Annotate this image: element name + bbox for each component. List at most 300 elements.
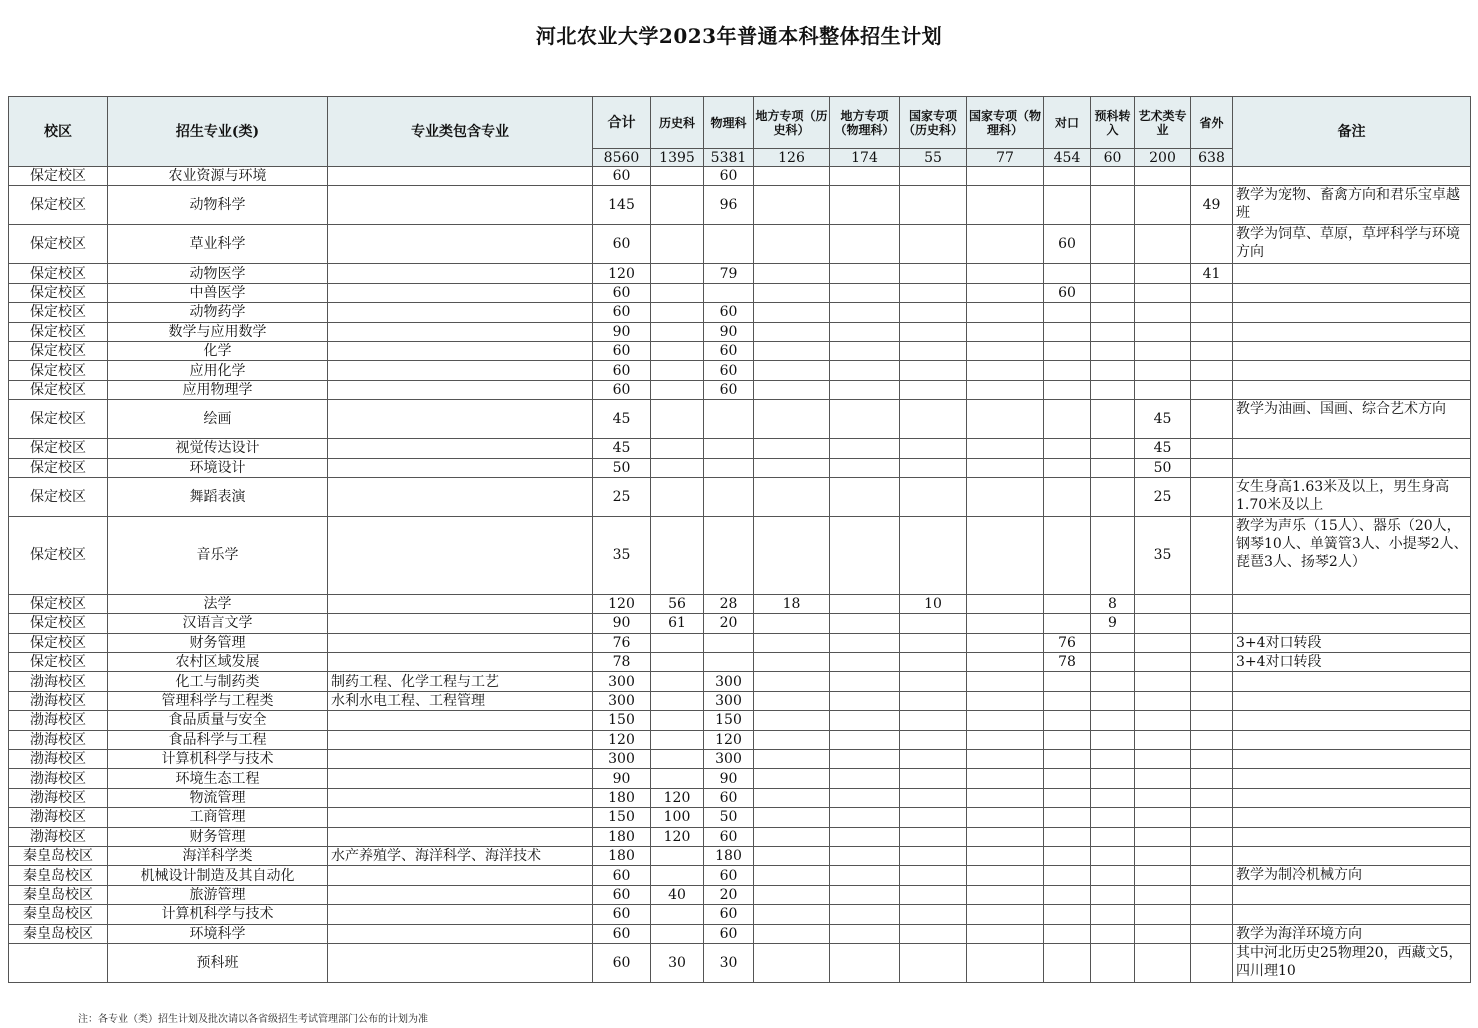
table-row bbox=[9, 380, 1471, 399]
cell-local-phys bbox=[830, 400, 900, 439]
cell-campus: 渤海校区 bbox=[9, 691, 108, 710]
cell-campus: 保定校区 bbox=[9, 614, 108, 633]
cell-national-phys bbox=[967, 167, 1044, 186]
cell-includes: 制药工程、化学工程与工艺 bbox=[328, 672, 593, 691]
cell-physics: 150 bbox=[704, 711, 754, 730]
cell-history bbox=[651, 477, 704, 516]
cell-major: 预科班 bbox=[108, 943, 328, 982]
cell-local-hist bbox=[754, 653, 830, 672]
cell-yuke bbox=[1091, 788, 1135, 807]
cell-total: 90 bbox=[593, 322, 651, 341]
cell-campus: 秦皇岛校区 bbox=[9, 885, 108, 904]
cell-local-phys bbox=[830, 905, 900, 924]
total-national-phys: 77 bbox=[967, 149, 1044, 167]
cell-national-hist bbox=[900, 846, 967, 865]
table-row bbox=[9, 400, 1471, 439]
cell-campus: 保定校区 bbox=[9, 477, 108, 516]
cell-physics: 28 bbox=[704, 594, 754, 613]
cell-total: 145 bbox=[593, 186, 651, 225]
cell-art: 35 bbox=[1135, 516, 1191, 594]
cell-remarks bbox=[1233, 769, 1471, 788]
cell-art bbox=[1135, 711, 1191, 730]
cell-national-hist bbox=[900, 516, 967, 594]
cell-duikou bbox=[1044, 808, 1091, 827]
cell-local-phys bbox=[830, 167, 900, 186]
cell-outside bbox=[1191, 905, 1233, 924]
header-local-hist: 地方专项（历史科） bbox=[754, 97, 830, 149]
cell-yuke bbox=[1091, 516, 1135, 594]
cell-local-phys bbox=[830, 283, 900, 302]
cell-duikou bbox=[1044, 924, 1091, 943]
cell-yuke bbox=[1091, 653, 1135, 672]
cell-history bbox=[651, 924, 704, 943]
cell-national-phys bbox=[967, 264, 1044, 283]
cell-total: 90 bbox=[593, 614, 651, 633]
cell-local-hist bbox=[754, 380, 830, 399]
cell-art bbox=[1135, 653, 1191, 672]
cell-includes bbox=[328, 439, 593, 458]
cell-yuke bbox=[1091, 672, 1135, 691]
cell-includes bbox=[328, 341, 593, 360]
cell-national-hist bbox=[900, 186, 967, 225]
cell-physics: 60 bbox=[704, 924, 754, 943]
header-history: 历史科 bbox=[651, 97, 704, 149]
cell-yuke bbox=[1091, 711, 1135, 730]
cell-includes: 水产养殖学、海洋科学、海洋技术 bbox=[328, 846, 593, 865]
page-title: 河北农业大学2023年普通本科整体招生计划 bbox=[535, 24, 943, 48]
cell-yuke: 9 bbox=[1091, 614, 1135, 633]
cell-duikou bbox=[1044, 594, 1091, 613]
cell-local-hist bbox=[754, 303, 830, 322]
cell-art bbox=[1135, 633, 1191, 652]
cell-includes bbox=[328, 924, 593, 943]
cell-local-phys bbox=[830, 846, 900, 865]
cell-art bbox=[1135, 905, 1191, 924]
cell-local-phys bbox=[830, 516, 900, 594]
cell-history bbox=[651, 322, 704, 341]
cell-remarks bbox=[1233, 341, 1471, 360]
cell-yuke bbox=[1091, 186, 1135, 225]
cell-local-phys bbox=[830, 225, 900, 264]
cell-history bbox=[651, 672, 704, 691]
cell-total: 60 bbox=[593, 380, 651, 399]
cell-national-hist bbox=[900, 614, 967, 633]
cell-local-phys bbox=[830, 769, 900, 788]
cell-national-phys bbox=[967, 905, 1044, 924]
cell-campus: 保定校区 bbox=[9, 400, 108, 439]
cell-remarks bbox=[1233, 905, 1471, 924]
cell-national-hist bbox=[900, 808, 967, 827]
cell-remarks bbox=[1233, 885, 1471, 904]
cell-history bbox=[651, 439, 704, 458]
cell-physics: 60 bbox=[704, 341, 754, 360]
cell-history bbox=[651, 167, 704, 186]
enrollment-table bbox=[8, 96, 1471, 983]
cell-major: 旅游管理 bbox=[108, 885, 328, 904]
cell-campus: 保定校区 bbox=[9, 439, 108, 458]
cell-campus: 秦皇岛校区 bbox=[9, 924, 108, 943]
cell-outside bbox=[1191, 303, 1233, 322]
cell-local-phys bbox=[830, 303, 900, 322]
cell-yuke bbox=[1091, 322, 1135, 341]
cell-remarks: 教学为饲草、草原，草坪科学与环境方向 bbox=[1233, 225, 1471, 264]
cell-includes bbox=[328, 885, 593, 904]
cell-art: 45 bbox=[1135, 400, 1191, 439]
cell-outside bbox=[1191, 846, 1233, 865]
cell-history bbox=[651, 866, 704, 885]
cell-national-hist bbox=[900, 711, 967, 730]
cell-art: 50 bbox=[1135, 458, 1191, 477]
cell-physics bbox=[704, 225, 754, 264]
cell-major: 财务管理 bbox=[108, 633, 328, 652]
cell-art: 45 bbox=[1135, 439, 1191, 458]
cell-duikou bbox=[1044, 322, 1091, 341]
header-local-phys: 地方专项（物理科） bbox=[830, 97, 900, 149]
table-row bbox=[9, 866, 1471, 885]
cell-campus: 渤海校区 bbox=[9, 769, 108, 788]
cell-national-hist bbox=[900, 283, 967, 302]
header-major: 招生专业(类) bbox=[108, 97, 328, 167]
cell-campus: 保定校区 bbox=[9, 303, 108, 322]
cell-physics bbox=[704, 283, 754, 302]
cell-history: 120 bbox=[651, 788, 704, 807]
cell-major: 农村区域发展 bbox=[108, 653, 328, 672]
cell-history bbox=[651, 186, 704, 225]
cell-art bbox=[1135, 672, 1191, 691]
table-row bbox=[9, 283, 1471, 302]
table-row bbox=[9, 516, 1471, 594]
cell-campus: 保定校区 bbox=[9, 322, 108, 341]
cell-duikou bbox=[1044, 341, 1091, 360]
cell-local-phys bbox=[830, 827, 900, 846]
cell-major: 草业科学 bbox=[108, 225, 328, 264]
cell-yuke bbox=[1091, 750, 1135, 769]
cell-physics: 79 bbox=[704, 264, 754, 283]
cell-art bbox=[1135, 225, 1191, 264]
cell-history: 120 bbox=[651, 827, 704, 846]
cell-includes bbox=[328, 477, 593, 516]
cell-local-phys bbox=[830, 808, 900, 827]
cell-remarks bbox=[1233, 691, 1471, 710]
cell-physics: 60 bbox=[704, 380, 754, 399]
cell-major: 财务管理 bbox=[108, 827, 328, 846]
cell-local-phys bbox=[830, 614, 900, 633]
cell-major: 机械设计制造及其自动化 bbox=[108, 866, 328, 885]
cell-yuke bbox=[1091, 769, 1135, 788]
cell-outside: 41 bbox=[1191, 264, 1233, 283]
cell-major: 环境生态工程 bbox=[108, 769, 328, 788]
cell-yuke bbox=[1091, 400, 1135, 439]
header-outside: 省外 bbox=[1191, 97, 1233, 149]
cell-yuke bbox=[1091, 341, 1135, 360]
cell-remarks bbox=[1233, 827, 1471, 846]
cell-national-hist bbox=[900, 750, 967, 769]
cell-total: 90 bbox=[593, 769, 651, 788]
total-duikou: 454 bbox=[1044, 149, 1091, 167]
cell-yuke bbox=[1091, 477, 1135, 516]
cell-history: 100 bbox=[651, 808, 704, 827]
table-row bbox=[9, 614, 1471, 633]
cell-total: 45 bbox=[593, 400, 651, 439]
cell-national-phys bbox=[967, 400, 1044, 439]
cell-total: 60 bbox=[593, 885, 651, 904]
cell-local-hist bbox=[754, 264, 830, 283]
cell-national-phys bbox=[967, 614, 1044, 633]
cell-history bbox=[651, 653, 704, 672]
cell-national-phys bbox=[967, 769, 1044, 788]
header-art: 艺术类专业 bbox=[1135, 97, 1191, 149]
cell-national-phys bbox=[967, 691, 1044, 710]
cell-total: 300 bbox=[593, 672, 651, 691]
cell-outside bbox=[1191, 691, 1233, 710]
cell-history: 40 bbox=[651, 885, 704, 904]
cell-national-phys bbox=[967, 361, 1044, 380]
cell-total: 120 bbox=[593, 730, 651, 749]
cell-physics: 60 bbox=[704, 167, 754, 186]
header-national-hist: 国家专项（历史科） bbox=[900, 97, 967, 149]
cell-total: 120 bbox=[593, 264, 651, 283]
cell-duikou: 60 bbox=[1044, 225, 1091, 264]
cell-history bbox=[651, 225, 704, 264]
cell-remarks: 教学为制冷机械方向 bbox=[1233, 866, 1471, 885]
cell-major: 计算机科学与技术 bbox=[108, 905, 328, 924]
cell-physics: 90 bbox=[704, 769, 754, 788]
cell-national-phys bbox=[967, 225, 1044, 264]
cell-outside bbox=[1191, 750, 1233, 769]
cell-national-hist bbox=[900, 361, 967, 380]
cell-physics: 60 bbox=[704, 905, 754, 924]
cell-total: 60 bbox=[593, 303, 651, 322]
cell-physics: 60 bbox=[704, 361, 754, 380]
cell-physics: 60 bbox=[704, 866, 754, 885]
cell-yuke bbox=[1091, 905, 1135, 924]
cell-history bbox=[651, 400, 704, 439]
cell-national-hist bbox=[900, 303, 967, 322]
cell-outside bbox=[1191, 614, 1233, 633]
cell-history bbox=[651, 264, 704, 283]
cell-yuke bbox=[1091, 361, 1135, 380]
cell-campus: 保定校区 bbox=[9, 653, 108, 672]
cell-national-hist bbox=[900, 730, 967, 749]
cell-local-phys bbox=[830, 264, 900, 283]
cell-local-hist bbox=[754, 167, 830, 186]
cell-history: 56 bbox=[651, 594, 704, 613]
cell-remarks: 教学为油画、国画、综合艺术方向 bbox=[1233, 400, 1471, 439]
cell-includes bbox=[328, 361, 593, 380]
table-row bbox=[9, 885, 1471, 904]
cell-national-hist bbox=[900, 167, 967, 186]
cell-history bbox=[651, 905, 704, 924]
table-row bbox=[9, 458, 1471, 477]
cell-major: 环境科学 bbox=[108, 924, 328, 943]
cell-remarks: 其中河北历史25物理20，西藏文5，四川理10 bbox=[1233, 943, 1471, 982]
table-row bbox=[9, 633, 1471, 652]
cell-major: 法学 bbox=[108, 594, 328, 613]
cell-campus: 渤海校区 bbox=[9, 827, 108, 846]
table-row bbox=[9, 943, 1471, 982]
cell-outside bbox=[1191, 885, 1233, 904]
cell-remarks bbox=[1233, 264, 1471, 283]
cell-national-hist bbox=[900, 341, 967, 360]
cell-campus: 渤海校区 bbox=[9, 711, 108, 730]
cell-physics: 60 bbox=[704, 303, 754, 322]
cell-yuke: 8 bbox=[1091, 594, 1135, 613]
cell-art bbox=[1135, 691, 1191, 710]
cell-includes bbox=[328, 594, 593, 613]
cell-remarks bbox=[1233, 672, 1471, 691]
cell-includes bbox=[328, 322, 593, 341]
cell-campus: 保定校区 bbox=[9, 380, 108, 399]
cell-local-hist bbox=[754, 341, 830, 360]
table-row bbox=[9, 361, 1471, 380]
table-row bbox=[9, 730, 1471, 749]
cell-outside bbox=[1191, 711, 1233, 730]
cell-campus: 渤海校区 bbox=[9, 808, 108, 827]
cell-total: 60 bbox=[593, 866, 651, 885]
cell-local-hist bbox=[754, 400, 830, 439]
table-row bbox=[9, 769, 1471, 788]
cell-includes bbox=[328, 769, 593, 788]
cell-includes bbox=[328, 788, 593, 807]
cell-duikou bbox=[1044, 691, 1091, 710]
cell-local-phys bbox=[830, 691, 900, 710]
cell-local-hist bbox=[754, 439, 830, 458]
cell-yuke bbox=[1091, 303, 1135, 322]
cell-includes bbox=[328, 905, 593, 924]
cell-national-hist bbox=[900, 885, 967, 904]
cell-national-hist bbox=[900, 225, 967, 264]
cell-national-phys bbox=[967, 711, 1044, 730]
cell-art bbox=[1135, 303, 1191, 322]
cell-local-hist bbox=[754, 885, 830, 904]
header-total: 合计 bbox=[593, 97, 651, 149]
table-row bbox=[9, 808, 1471, 827]
table-row bbox=[9, 827, 1471, 846]
cell-yuke bbox=[1091, 458, 1135, 477]
cell-total: 60 bbox=[593, 924, 651, 943]
cell-total: 60 bbox=[593, 283, 651, 302]
cell-physics bbox=[704, 653, 754, 672]
cell-local-hist bbox=[754, 943, 830, 982]
cell-duikou: 60 bbox=[1044, 283, 1091, 302]
cell-remarks bbox=[1233, 594, 1471, 613]
cell-duikou bbox=[1044, 846, 1091, 865]
cell-outside bbox=[1191, 283, 1233, 302]
cell-history bbox=[651, 516, 704, 594]
cell-local-hist bbox=[754, 283, 830, 302]
cell-remarks bbox=[1233, 458, 1471, 477]
cell-outside bbox=[1191, 827, 1233, 846]
cell-physics: 300 bbox=[704, 691, 754, 710]
cell-major: 食品质量与安全 bbox=[108, 711, 328, 730]
cell-outside bbox=[1191, 633, 1233, 652]
cell-national-phys bbox=[967, 458, 1044, 477]
total-history: 1395 bbox=[651, 149, 704, 167]
cell-yuke bbox=[1091, 866, 1135, 885]
total-art: 200 bbox=[1135, 149, 1191, 167]
cell-local-hist bbox=[754, 225, 830, 264]
cell-yuke bbox=[1091, 225, 1135, 264]
table-row bbox=[9, 905, 1471, 924]
cell-duikou bbox=[1044, 905, 1091, 924]
cell-duikou bbox=[1044, 361, 1091, 380]
cell-total: 60 bbox=[593, 167, 651, 186]
cell-national-phys bbox=[967, 827, 1044, 846]
cell-outside bbox=[1191, 769, 1233, 788]
cell-history bbox=[651, 769, 704, 788]
cell-includes bbox=[328, 633, 593, 652]
cell-local-hist bbox=[754, 516, 830, 594]
cell-art bbox=[1135, 361, 1191, 380]
cell-art bbox=[1135, 186, 1191, 225]
cell-includes bbox=[328, 653, 593, 672]
cell-national-phys bbox=[967, 866, 1044, 885]
header-campus: 校区 bbox=[9, 97, 108, 167]
cell-local-phys bbox=[830, 322, 900, 341]
cell-outside bbox=[1191, 672, 1233, 691]
cell-physics: 96 bbox=[704, 186, 754, 225]
cell-national-phys bbox=[967, 594, 1044, 613]
cell-includes bbox=[328, 808, 593, 827]
cell-duikou: 76 bbox=[1044, 633, 1091, 652]
cell-local-hist: 18 bbox=[754, 594, 830, 613]
cell-local-hist bbox=[754, 711, 830, 730]
cell-local-phys bbox=[830, 594, 900, 613]
cell-major: 音乐学 bbox=[108, 516, 328, 594]
cell-art bbox=[1135, 322, 1191, 341]
cell-art bbox=[1135, 614, 1191, 633]
cell-national-phys bbox=[967, 186, 1044, 225]
cell-remarks bbox=[1233, 711, 1471, 730]
cell-history: 30 bbox=[651, 943, 704, 982]
cell-history bbox=[651, 341, 704, 360]
cell-yuke bbox=[1091, 943, 1135, 982]
cell-physics: 60 bbox=[704, 827, 754, 846]
cell-national-phys bbox=[967, 380, 1044, 399]
cell-yuke bbox=[1091, 885, 1135, 904]
cell-includes bbox=[328, 730, 593, 749]
cell-duikou bbox=[1044, 458, 1091, 477]
cell-local-hist bbox=[754, 730, 830, 749]
cell-duikou bbox=[1044, 477, 1091, 516]
cell-local-phys bbox=[830, 788, 900, 807]
cell-art bbox=[1135, 924, 1191, 943]
cell-history bbox=[651, 711, 704, 730]
cell-total: 35 bbox=[593, 516, 651, 594]
total-physics: 5381 bbox=[704, 149, 754, 167]
cell-yuke bbox=[1091, 808, 1135, 827]
table-row bbox=[9, 322, 1471, 341]
cell-art bbox=[1135, 885, 1191, 904]
cell-art bbox=[1135, 827, 1191, 846]
cell-major: 环境设计 bbox=[108, 458, 328, 477]
cell-campus: 保定校区 bbox=[9, 186, 108, 225]
cell-includes bbox=[328, 711, 593, 730]
cell-major: 物流管理 bbox=[108, 788, 328, 807]
cell-remarks bbox=[1233, 283, 1471, 302]
cell-remarks bbox=[1233, 361, 1471, 380]
cell-local-phys bbox=[830, 439, 900, 458]
cell-includes bbox=[328, 866, 593, 885]
cell-total: 60 bbox=[593, 943, 651, 982]
table-row bbox=[9, 264, 1471, 283]
cell-includes bbox=[328, 400, 593, 439]
cell-outside bbox=[1191, 477, 1233, 516]
total-outside: 638 bbox=[1191, 149, 1233, 167]
cell-national-phys bbox=[967, 846, 1044, 865]
cell-outside bbox=[1191, 516, 1233, 594]
cell-includes bbox=[328, 283, 593, 302]
